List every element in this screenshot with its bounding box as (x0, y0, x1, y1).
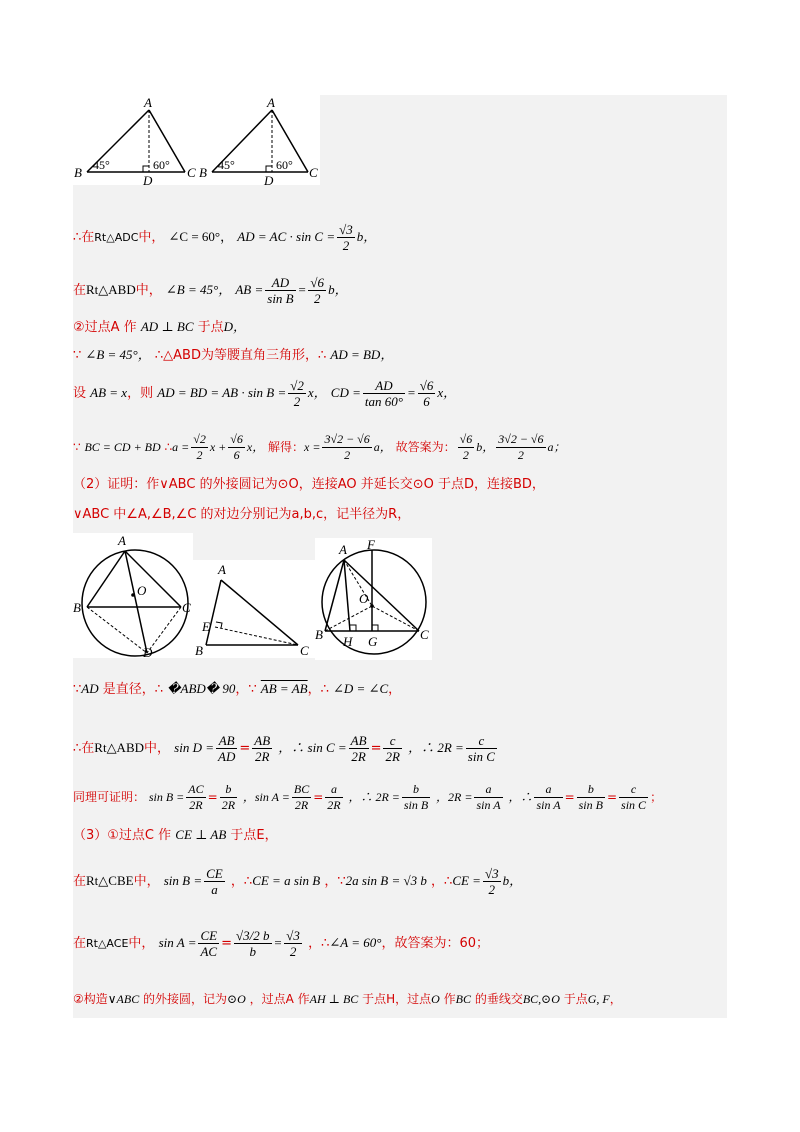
line-perpendicular-ad: ②过点A 作 AD ⊥ BC 于点D， (73, 319, 247, 335)
label-d: D (264, 173, 274, 185)
circle-figure-2 (315, 538, 432, 660)
angle-c-label: 60° (153, 158, 170, 172)
line-sides-radius: ∨ABC 中∠A,∠B,∠C 的对边分别记为a,b,c，记半径为R， (73, 507, 411, 522)
line-sin-d: ∴在Rt△ABD中， sin D = $\frac{AB}{AD}$ = $\frac{AB}{2R}$ ，∴ sin C = $\frac{AB}{2R}$ = $\frac{c}{2R}$ ，∴ 2R = $\frac{c}{\text{sin C}}$ (73, 733, 495, 764)
label-b: B (199, 165, 207, 180)
label-d: D (143, 173, 153, 185)
line-diameter: ∵AD 是直径，∴ �ABD� 90，∵ AB = AB，∴ ∠D = ∠C， (73, 681, 402, 697)
label-b: B (74, 165, 82, 180)
label-c: C (420, 627, 429, 642)
label-d: D (143, 645, 153, 658)
angle-b-label: 45° (218, 158, 235, 172)
label-c: C (309, 165, 318, 180)
line-rt-abd: 在Rt△ABD中， ∠B = 45°， AB = $\frac{AD}{\text{sin B}}$ = $\frac{√6}{2}$ b， (73, 275, 348, 306)
label-c: C (182, 600, 191, 615)
label-b: B (195, 643, 203, 658)
label-g: G (368, 634, 378, 649)
label-a: A (144, 95, 152, 110)
triangle-figure-3 (193, 560, 315, 658)
label-o: O (137, 583, 147, 598)
line-similarly: 同理可证明： sin B = $\frac{AC}{2R}$ = $\frac{b}{2R}$ ，sin A = $\frac{BC}{2R}$ = $\frac{a}{2R}$ ，∴ 2R = $\frac{b}{\text{sin B}}$ ，2R = $\frac{a}{\text{sin A}}$ ，∴ $\frac{a}{\text{sin A}}$ = $\frac{b}{\text{sin B}}$ = $\frac{c}{\text{sin C}}$ ； (73, 782, 663, 812)
label-c: C (187, 165, 196, 180)
label-a: A (118, 533, 126, 548)
label-e: E (202, 619, 210, 634)
label-a: A (218, 562, 226, 577)
line-rt-adc: ∴在Rt△ADC中， ∠C = 60°， AD = AC · sin C = $\frac{√3}{2}$ b， (73, 222, 377, 253)
label-c: C (300, 643, 309, 658)
label-a: A (339, 542, 347, 557)
triangle-figure-2 (198, 95, 320, 185)
label-h: H (343, 634, 353, 649)
line-part2-proof: （2）证明：作∨ABC 的外接圆记为⊙O，连接AO 并延长交⊙O 于点D，连接BD， (73, 477, 545, 492)
line-part3: （3）①过点C 作 CE ⊥ AB 于点E， (73, 827, 278, 843)
label-o: O (359, 591, 369, 606)
label-f: F (367, 538, 375, 552)
label-b: B (315, 627, 323, 642)
line-construct: ②构造∨ABC 的外接圆，记为⊙O ，过点A 作AH ⊥ BC 于点H，过点O 作BC 的垂线交BC,⊙O 于点G, F， (73, 992, 622, 1006)
label-a: A (267, 95, 275, 110)
line-rt-cbe: 在Rt△CBE中， sin B = $\frac{CE}{a}$ ，∴CE = a sin B ，∵2a sin B = √3 b ，∴CE = $\frac{√3}{2}$ b， (73, 866, 523, 897)
angle-b-label: 45° (93, 158, 110, 172)
line-isosceles: ∵ ∠B = 45°， ∴△ABD为等腰直角三角形，∴ AD = BD， (73, 347, 394, 363)
line-rt-ace: 在Rt△ACE中， sin A = $\frac{CE}{AC}$ = $\frac{√3/2 b}{b}$ = $\frac{√3}{2}$ ，∴∠A = 60°，故答案为：60； (73, 928, 489, 959)
angle-c-label: 60° (276, 158, 293, 172)
line-solve-x: ∵ BC = CD + BD ∴a = $\frac{√2}{2}$ x + $\frac{√6}{6}$ x， 解得：x = $\frac{3√2 - √6}{2}$ a， 故答案为： $\frac{√6}{2}$ b， $\frac{3√2 - √6}{2}$ a； (73, 432, 566, 462)
triangle-figure-1 (73, 95, 198, 185)
label-b: B (73, 600, 81, 615)
circle-figure-1 (73, 533, 193, 658)
line-let-ab-x: 设 AB = x，则 AD = BD = AB · sin B = $\frac{√2}{2}$ x， CD = $\frac{AD}{\tan 60^\circ}$ = $\frac{√6}{6}$ x， (73, 378, 457, 409)
